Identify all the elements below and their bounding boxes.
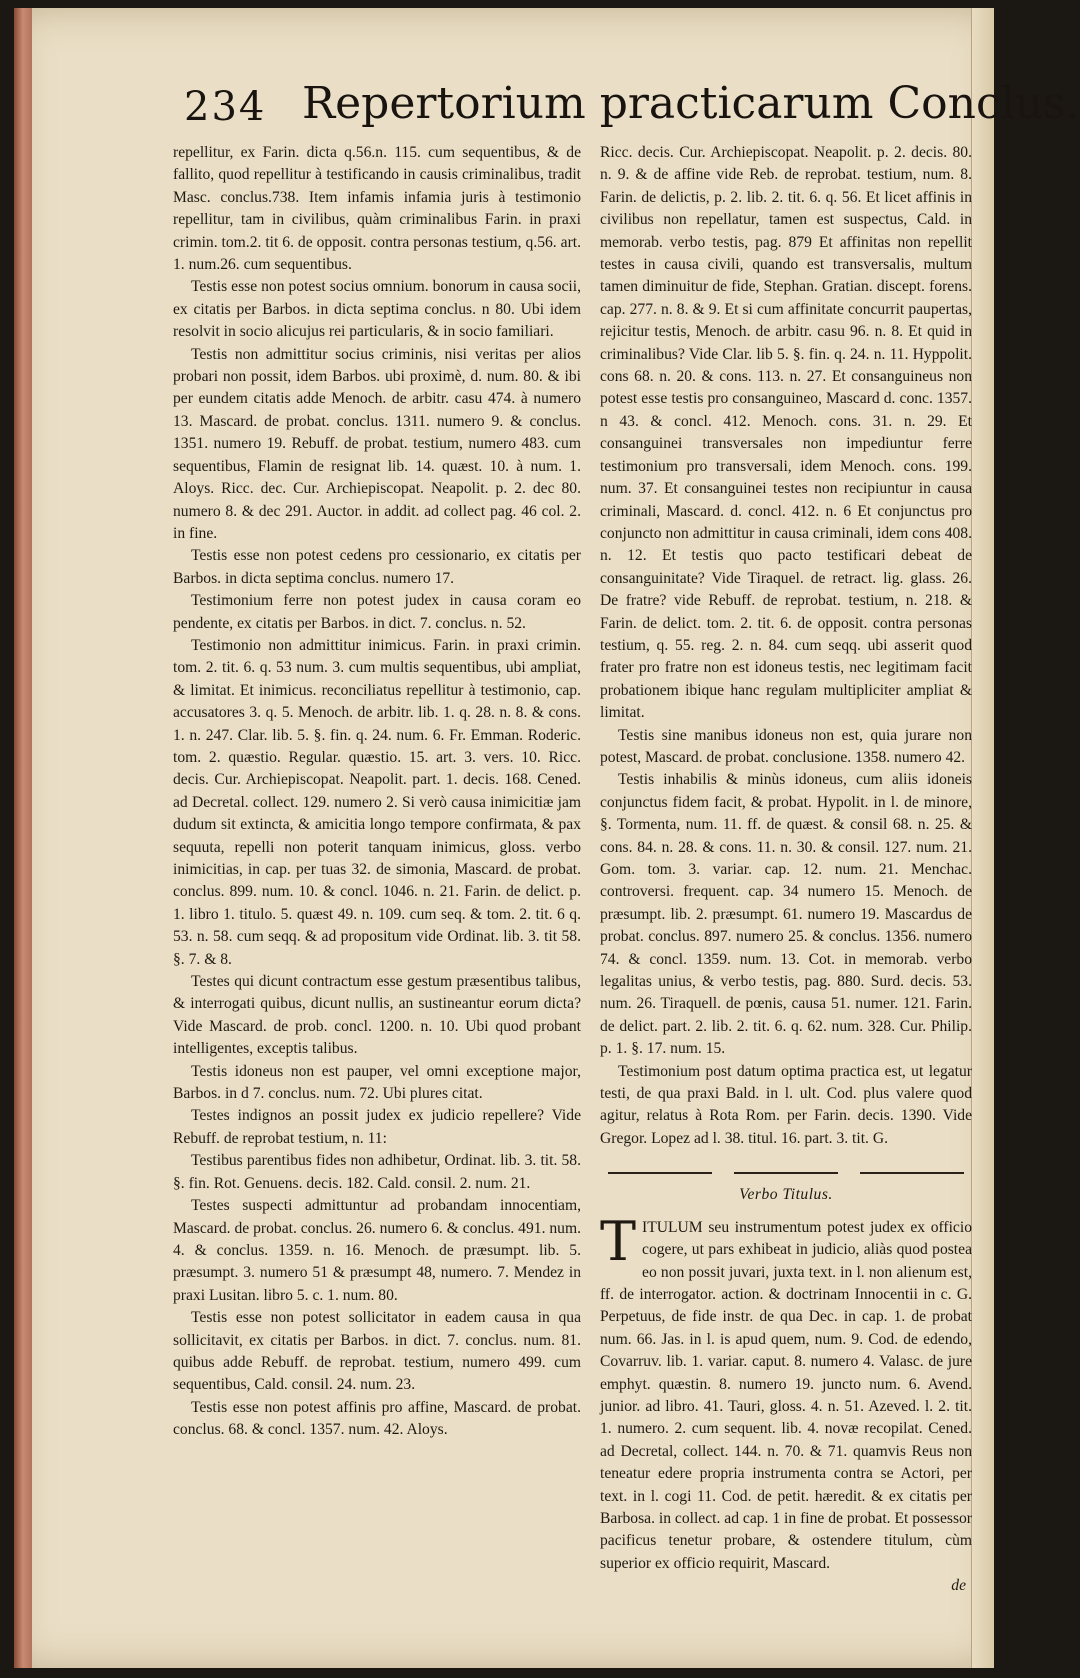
paragraph: Testis non admittitur socius criminis, nisi veritas per alios probari non possit, idem Barbos. ubi proximè, d. num. 80. & ibi per eundem citatis adde Menoch. de arbitr. casu 474. à numero 13. Mascard. de probat. conclus. 1311. numero 9. & conclus. 1351. numero 19. Rebuff. de probat. testium, numero 483. cum sequentibus, Flamin de resignat lib. 14. quæst. 10. à num. 1. Aloys. Ricc. dec. Cur. Archiepiscopat. Neapolit. p. 2. dec 80. numero 8. & dec 291. Auctor. in addit. ad collect pag. 46 col. 2. in fine.	[173, 345, 581, 542]
page-number: 234	[184, 84, 267, 130]
running-title: Repertorium practicarum Conclus.	[302, 78, 1080, 129]
book-spine	[14, 8, 32, 1668]
section-heading: Verbo Titulus.	[739, 1186, 833, 1204]
paragraph: Testimonio non admittitur inimicus. Farin. in praxi crimin. tom. 2. tit. 6. q. 53 num. 3. cum multis sequentibus, ubi ampliat, & limitat. Et inimicus. reconciliatus repellitur à testimonio, cap. accusatores 3. q. 5. Menoch. de arbitr. lib. 1. q. 28. n. 8. & cons. 1. n. 247. Clar. lib. 5. §. fin. q. 24. num. 6. Fr. Emman. Roderic. tom. 2. quæstio. Regular. quæstio. 15. art. 3. vers. 10. Ricc. decis. Cur. Archiepiscopat. Neapolit. part. 1. decis. 168. Cened. ad Decretal. collect. 129. numero 2. Si verò causa inimicitiæ jam dudum sit extincta, & amicitia longo tempore confirmata, & pax sequuta, repelli non poterit tanquam inimicus, gloss. verbo inimicitias, in cap. per tuas 32. de simonia, Mascard. de probat. conclus. 899. num. 10. & concl. 1046. n. 21. Farin. de delict. p. 1. libro 1. titulo. 5. quæst 49. n. 109. cum seq. & tom. 2. tit. 6 q. 53. n. 58. cum seqq. & ad propositum vide Ordinat. lib. 3. tit 58. §. 7. & 8.	[173, 636, 581, 968]
paragraph: Testis inhabilis & minùs idoneus, cum aliis idoneis conjunctus fidem facit, & probat. Hypolit. in l. de minore, §. Tormenta, num. 11. ff. de quæst. & consil 68. n. 25. & cons. 84. n. 28. & cons. 11. n. 30. & consil. 127. num. 21. Gom. tom. 3. variar. cap. 12. num. 21. Menchac. controversi. frequent. cap. 34 numero 15. Menoch. de præsumpt. lib. 2. præsumpt. 61. numero 19. Mascardus de probat. conclus. 897. numero 25. & conclus. 1356. numero 74. & concl. 1359. num. 13. Cot. in memorab. verbo legalitas unius, & verbo testis, pag. 880. Surd. decis. 53. num. 26. Tiraquell. de pœnis, causa 51. numer. 121. Farin. de delict. part. 2. lib. 2. tit. 6. q. 62. num. 328. Cur. Philip. p. 1. §. 17. num. 15.	[600, 771, 972, 1058]
paragraph: Testes qui dicunt contractum esse gestum præsentibus talibus, & interrogati quibus, dicunt nullis, an sustineantur eorum dicta? Vide Mascard. de prob. concl. 1200. n. 10. Ubi quod probant intelligentes, exceptis talibus.	[173, 973, 581, 1058]
drop-cap: T	[600, 1209, 637, 1273]
catchword: de	[951, 1577, 966, 1595]
book-page	[14, 8, 1080, 1668]
left-column	[173, 142, 581, 1442]
divider-rule	[860, 1172, 964, 1174]
page-edge	[971, 8, 994, 1668]
paragraph: Ricc. decis. Cur. Archiepiscopat. Neapolit. p. 2. decis. 80. n. 9. & de affine vide Reb. de reprobat. testium, num. 8. Farin. de delictis, p. 2. lib. 2. tit. 6. q. 56. Et licet affinis in civilibus non repellatur, tamen est suspectus, Cald. in memorab. verbo testis, pag. 879 Et affinitas non repellit testes in causa civili, quando est transversalis, multum tamen diminuitur de fide, Stephan. Gratian. discept. forens. cap. 277. n. 8. & 9. Et si cum affinitate concurrit paupertas, rejicitur testis, Menoch. de arbitr. casu 96. n. 8. Et quid in criminalibus? Vide Clar. lib 5. §. fin. q. 24. n. 11. Hyppolit. cons 68. n. 20. & cons. 113. n. 27. Et consanguineus non potest esse testis pro consanguineo, Mascard d. conc. 1357. n 43. & concl. 412. Menoch. cons. 31. n. 29. Et consanguinei transversales non impediuntur ferre testimonium pro transversali, idem Menoch. cons. 199. num. 37. Et consanguinei testes non recipiuntur in causa criminali, Mascard. d. concl. 412. n. 6 Et conjunctus pro conjuncto non admittitur in causa criminali, idem cons 408. n. 12. Et testis quo pacto testificari debeat de consanguinitate? Vide Tiraquel. de retract. lig. glass. 26. De fratre? vide Rebuff. de reprobat. testium, n. 218. & Farin. de delict. tom. 2. tit. 6. de opposit. contra personas testium, q. 55. reg. 2. n. 84. cum seqq. ubi asserit quod frater pro fratre non est idoneus testis, nec legitimam facit probationem ibique hanc regulam multipliciter ampliat & limitat.	[600, 144, 972, 722]
right-column	[600, 142, 972, 1598]
divider-rule	[608, 1172, 712, 1174]
page-header	[184, 78, 1080, 138]
divider-rule	[734, 1172, 838, 1174]
section-divider	[608, 1172, 964, 1174]
paragraph: Testis esse non potest cedens pro cessionario, ex citatis per Barbos. in dicta septima conclus. numero 17.	[173, 547, 581, 587]
paragraph: repellitur, ex Farin. dicta q.56.n. 115. cum sequentibus, & de fallito, quod repellitur à testificando in causis criminalibus, tradit Masc. conclus.738. Item infamis infamia juris à testimonio repellitur, tam in civilibus, quàm criminalibus Farin. in praxi crimin. tom.2. tit 6. de opposit. contra personas testium, q.56. art. 1. num.26. cum sequentibus.	[173, 144, 581, 274]
paragraph: Testis esse non potest affinis pro affine, Mascard. de probat. conclus. 68. & concl. 1357. num. 42. Aloys.	[173, 1398, 581, 1439]
paragraph: Testibus parentibus fides non adhibetur, Ordinat. lib. 3. tit. 58. §. fin. Rot. Genuens. decis. 182. Cald. consil. 2. num. 21.	[173, 1152, 581, 1192]
paragraph: Testis esse non potest sollicitator in eadem causa in qua sollicitavit, ex citatis per Barbos. in dict. 7. conclus. num. 81. quibus adde Rebuff. de reprobat. testium, numero 499. cum sequentibus, Cald. consil. 24. num. 23.	[173, 1309, 581, 1394]
section-paragraph	[600, 1209, 972, 1576]
paragraph: Testes indignos an possit judex ex judicio repellere? Vide Rebuff. de reprobat testium, n. 11:	[173, 1107, 581, 1147]
paragraph: Testes suspecti admittuntur ad probandam innocentiam, Mascard. de probat. conclus. 26. numero 6. & conclus. 491. num. 4. & conclus. 1359. n. 16. Menoch. de præsumpt. lib. 5. præsumpt. 3. numero 51 & præsumpt 48, numero. 7. Mendez in praxi Lusitan. libro 5. c. 1. num. 80.	[173, 1197, 581, 1304]
paragraph: Testimonium ferre non potest judex in causa coram eo pendente, ex citatis per Barbos. in dict. 7. conclus. n. 52.	[173, 592, 581, 632]
paragraph: Testimonium post datum optima practica est, ut legatur testi, de qua praxi Bald. in l. ult. Cod. plus valere quod agitur, relatus à Rota Rom. per Farin. decis. 1390. Vide Gregor. Lopez ad l. 38. titul. 16. part. 3. tit. G.	[600, 1062, 972, 1147]
section-text: ITULUM seu instrumentum potest judex ex officio cogere, ut pars exhibeat in judicio, aliàs quod postea eo non possit juvari, juxta text. in l. non alienum est, ff. de interrogator. action. & doctrinam Innocentii in c. G. Perpetuus, de fide instr. de qua Dec. in cap. 1. de probat num. 66. Jas. in l. is apud quem, num. 9. Cod. de edendo, Covarruv. lib. 1. variar. caput. 8. numero 4. Valasc. de jure emphyt. quæstin. 8. numero 19. juncto num. 6. Avend. junior. ad libro. 41. Tauri, gloss. 4. n. 51. Azeved. l. 2. tit. 1. numero. 2. cum sequent. lib. 4. novæ recopilat. Cened. ad Decretal, collect. 144. n. 70. & 71. quamvis Reus non teneatur edere propria instrumenta contra se Actori, per text. in l. cogi 11. Cod. de petit. hæredit. & ex citatis per Barbosa. in collect. ad cap. 1 in fine de probat. Et possessor pacificus tenetur probare, & ostendere titulum, cùm superior ex officio requirit, Mascard.	[600, 1218, 972, 1572]
paragraph: Testis idoneus non est pauper, vel omni exceptione major, Barbos. in d 7. conclus. num. 72. Ubi plures citat.	[173, 1062, 581, 1103]
paragraph: Testis esse non potest socius omnium. bonorum in causa socii, ex citatis per Barbos. in dicta septima conclus. n 80. Ubi idem resolvit in socio alicujus rei particularis, & in socio familiari.	[173, 278, 581, 341]
paragraph: Testis sine manibus idoneus non est, quia jurare non potest, Mascard. de probat. conclusione. 1358. numero 42.	[600, 726, 972, 766]
